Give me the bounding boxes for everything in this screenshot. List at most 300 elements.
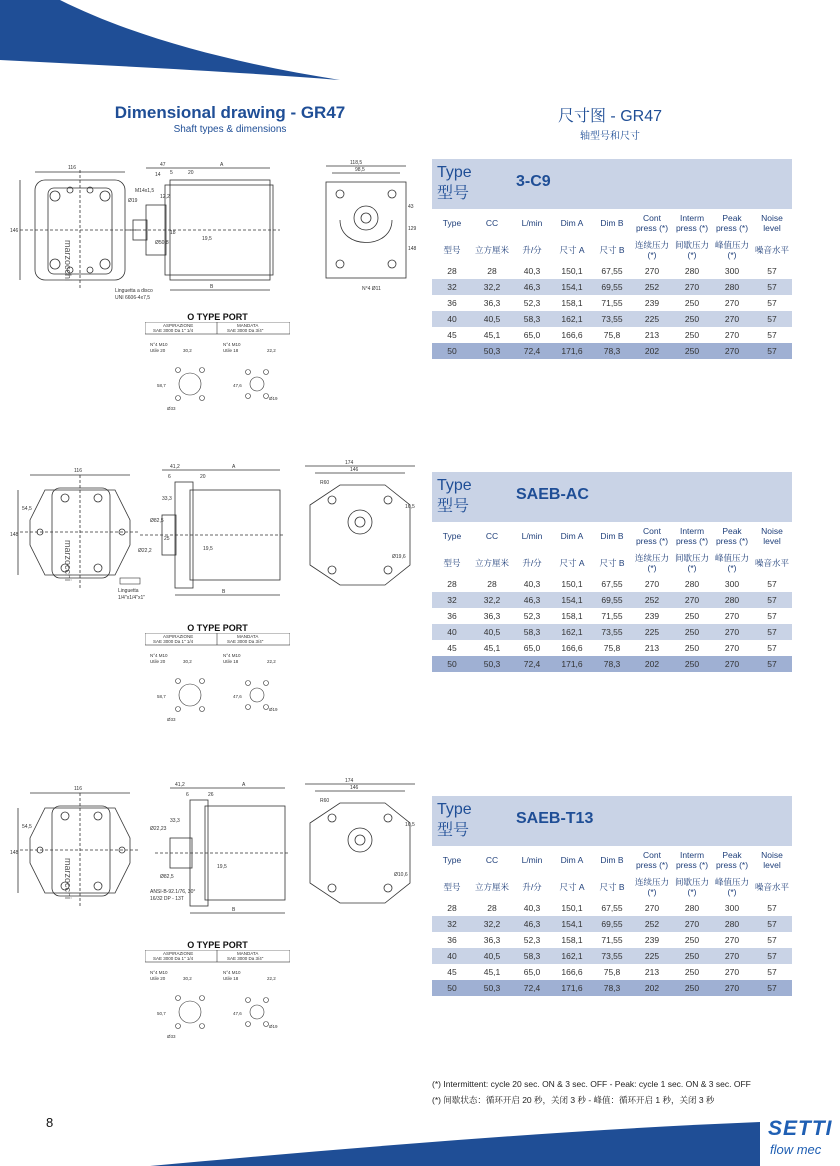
- table-cell: 45,1: [483, 967, 501, 977]
- table-cell: 67,55: [601, 903, 623, 913]
- table-cell: 75,8: [603, 330, 621, 340]
- table-cell: 36,3: [483, 935, 501, 945]
- spec-table: [432, 846, 792, 996]
- table-cell: 46,3: [512, 592, 552, 608]
- type-label: [437, 799, 472, 841]
- column-header: 尺寸 B: [592, 236, 632, 263]
- table-cell: 171,6: [552, 980, 592, 996]
- front-view: [18, 793, 140, 908]
- table-cell: 67,55: [601, 266, 623, 276]
- dim-front-side: 54,5: [22, 824, 32, 830]
- table-cell: 57: [767, 903, 777, 913]
- inlet-dim-1: 30,2: [183, 659, 192, 664]
- table-header-band: [432, 796, 792, 846]
- dim-front-height: 148: [10, 850, 19, 856]
- dim-side-d2: M14x1,5: [135, 188, 155, 194]
- dim-side-d2: Ø22,23: [150, 826, 167, 832]
- table-cell: 69,55: [592, 916, 632, 932]
- type-label-zh: 型号: [437, 822, 470, 839]
- inlet-screw-1: N°4 M10: [150, 653, 168, 658]
- outlet-screw-2: Utile 18: [223, 976, 239, 981]
- table-cell: 250: [672, 980, 712, 996]
- key-note-1: Linguetta: [118, 588, 139, 594]
- table-cell: 213: [644, 967, 660, 977]
- table-cell: 158,1: [561, 935, 583, 945]
- type-label: [437, 162, 472, 204]
- table-cell: 57: [767, 643, 777, 653]
- outlet-dim-1: 22,2: [267, 348, 276, 353]
- dim-side-top3: 26: [208, 792, 214, 798]
- table-cell: 280: [684, 903, 700, 913]
- front-view: [20, 170, 140, 290]
- inlet-dia: Ø33: [167, 717, 176, 722]
- column-header: CC: [472, 522, 512, 549]
- dim-side-d3: 12,2: [160, 194, 170, 200]
- table-row: [432, 932, 792, 948]
- column-header: Interm press (*): [672, 209, 712, 236]
- table-cell: 270: [644, 579, 660, 589]
- column-header: 立方厘米: [472, 236, 512, 263]
- header-row-zh: [432, 873, 792, 900]
- rear-view: [326, 166, 406, 278]
- column-header: CC: [472, 846, 512, 873]
- table-cell: 154,1: [552, 279, 592, 295]
- column-header: Cont press (*): [632, 846, 672, 873]
- table-cell: 69,55: [592, 592, 632, 608]
- page-number: 8: [46, 1115, 54, 1130]
- table-cell: 270: [712, 980, 752, 996]
- column-header: Dim A: [552, 846, 592, 873]
- dim-rear-h1: 16,5: [405, 822, 415, 828]
- column-header: 尺寸 A: [552, 236, 592, 263]
- table-cell: 270: [724, 298, 740, 308]
- dim-side-d6: 18: [170, 230, 176, 236]
- dim-rear-w1: 174: [345, 778, 354, 784]
- port-saeb-t13: [145, 940, 290, 1050]
- table-cell: 57: [752, 592, 792, 608]
- column-header: Dim A: [552, 209, 592, 236]
- spec-table-3-c9: [432, 159, 792, 359]
- dim-front-width: 116: [74, 468, 82, 474]
- table-row: [432, 964, 792, 980]
- table-cell: 57: [767, 579, 777, 589]
- column-header: 间歇压力 (*): [672, 873, 712, 900]
- table-cell: 252: [632, 916, 672, 932]
- table-cell: 213: [644, 330, 660, 340]
- table-cell: 36: [447, 298, 457, 308]
- table-header-band: [432, 159, 792, 209]
- table-row: [432, 608, 792, 624]
- table-cell: 57: [752, 916, 792, 932]
- dim-side-d2: Ø22,2: [138, 548, 152, 554]
- table-cell: 250: [672, 624, 712, 640]
- column-header: Peak press (*): [712, 846, 752, 873]
- table-cell: 40,3: [523, 903, 541, 913]
- table-cell: 202: [632, 656, 672, 672]
- table-cell: 73,55: [592, 624, 632, 640]
- column-header: 型号: [432, 236, 472, 263]
- rear-hole-note: N°4 Ø11: [362, 286, 381, 292]
- table-cell: 32,2: [472, 916, 512, 932]
- title-en-block: [110, 103, 350, 135]
- column-header: 尺寸 A: [552, 549, 592, 576]
- casting-logo: marzocchi: [63, 858, 73, 900]
- table-cell: 252: [632, 279, 672, 295]
- table-cell: 150,1: [561, 266, 583, 276]
- table-cell: 57: [752, 311, 792, 327]
- header-row-en: [432, 209, 792, 236]
- dim-rear-r: R60: [320, 480, 330, 486]
- dim-rear-r: R60: [320, 798, 330, 804]
- table-row: [432, 900, 792, 916]
- table-row: [432, 311, 792, 327]
- column-header: Noise level: [752, 522, 792, 549]
- table-cell: 58,3: [512, 624, 552, 640]
- spec-table-saeb-t13: [432, 796, 792, 996]
- key-note-2: UNI 6606-4x7,5: [115, 295, 151, 301]
- dim-side-5: 5: [170, 170, 173, 176]
- table-cell: 40,5: [472, 311, 512, 327]
- footnote-zh: (*) 间歇状态：循环开启 20 秒，关闭 3 秒 - 峰值：循环开启 1 秒，关闭 3 秒: [432, 1095, 715, 1105]
- table-cell: 32: [432, 916, 472, 932]
- table-cell: 45: [447, 967, 457, 977]
- table-cell: 57: [767, 330, 777, 340]
- column-header: Dim B: [592, 209, 632, 236]
- column-header: 升/分: [512, 549, 552, 576]
- table-cell: 32: [432, 592, 472, 608]
- table-cell: 250: [684, 330, 700, 340]
- table-cell: 28: [447, 579, 457, 589]
- column-header: 连续压力 (*): [632, 236, 672, 263]
- dim-side-d4: 25: [164, 536, 170, 542]
- table-cell: 239: [644, 935, 660, 945]
- table-row: [432, 295, 792, 311]
- column-header: 间歇压力 (*): [672, 549, 712, 576]
- table-cell: 58,3: [512, 311, 552, 327]
- table-cell: 28: [487, 903, 497, 913]
- type-label-zh: 型号: [437, 185, 470, 202]
- table-cell: 72,4: [512, 343, 552, 359]
- table-cell: 250: [672, 656, 712, 672]
- rear-hole-note: Ø10,6: [394, 872, 408, 878]
- table-cell: 158,1: [561, 298, 583, 308]
- model-name: SAEB-AC: [516, 486, 589, 503]
- table-cell: 50,3: [472, 343, 512, 359]
- table-cell: 225: [632, 948, 672, 964]
- header-row-en: [432, 522, 792, 549]
- table-cell: 250: [684, 935, 700, 945]
- table-cell: 40: [432, 948, 472, 964]
- table-cell: 162,1: [552, 624, 592, 640]
- table-cell: 65,0: [523, 643, 541, 653]
- dim-side-top2: 6: [168, 474, 171, 480]
- outlet-screw-1: N°4 M10: [223, 342, 241, 347]
- column-header: 噪音水平: [752, 236, 792, 263]
- column-header: 尺寸 B: [592, 873, 632, 900]
- drawing-saeb-t13: [10, 778, 420, 928]
- table-cell: 57: [752, 948, 792, 964]
- table-cell: 270: [672, 592, 712, 608]
- table-cell: 57: [752, 980, 792, 996]
- table-cell: 36,3: [483, 611, 501, 621]
- table-cell: 57: [752, 343, 792, 359]
- table-cell: 250: [684, 298, 700, 308]
- table-cell: 270: [724, 330, 740, 340]
- outlet-sub: SAE 3000 Da 3/4": [227, 639, 264, 644]
- page-title-zh: 尺寸图 - GR47: [557, 108, 663, 125]
- table-cell: 171,6: [552, 343, 592, 359]
- table-cell: 252: [632, 592, 672, 608]
- column-header: 型号: [432, 549, 472, 576]
- dim-side-a: A: [242, 782, 246, 788]
- table-cell: 270: [724, 643, 740, 653]
- dim-rear-w1: 118,5: [350, 160, 363, 166]
- table-cell: 57: [752, 279, 792, 295]
- inlet-screw-2: Utile 20: [150, 348, 166, 353]
- table-cell: 239: [644, 611, 660, 621]
- table-cell: 71,55: [601, 611, 623, 621]
- table-cell: 40,5: [472, 948, 512, 964]
- table-cell: 250: [672, 343, 712, 359]
- table-cell: 270: [724, 611, 740, 621]
- table-cell: 202: [632, 343, 672, 359]
- outlet-sub: SAE 3000 Da 3/4": [227, 328, 264, 333]
- table-cell: 50: [432, 980, 472, 996]
- outlet-dim-2: 47,6: [233, 694, 242, 699]
- column-header: 尺寸 A: [552, 873, 592, 900]
- table-cell: 28: [487, 579, 497, 589]
- column-header: Interm press (*): [672, 522, 712, 549]
- column-header: 连续压力 (*): [632, 549, 672, 576]
- dim-side-d3: Ø82,5: [160, 874, 174, 880]
- outlet-screw-1: N°4 M10: [223, 653, 241, 658]
- brand-logo: [768, 1117, 840, 1161]
- dim-front-height: 146: [10, 228, 19, 234]
- type-label-en: Type: [437, 801, 472, 818]
- column-header: Noise level: [752, 209, 792, 236]
- page-subtitle-zh: 轴型号和尺寸: [580, 131, 640, 142]
- outlet-head: MANDATA: [237, 634, 259, 639]
- table-cell: 69,55: [592, 279, 632, 295]
- column-header: 峰值压力 (*): [712, 236, 752, 263]
- brand-logo-text: SETTI: [768, 1117, 833, 1140]
- table-cell: 300: [724, 579, 740, 589]
- type-label-en: Type: [437, 164, 472, 181]
- brand-tagline: flow mec: [770, 1142, 822, 1157]
- table-cell: 202: [632, 980, 672, 996]
- header-swoosh: [0, 0, 340, 82]
- column-header: Peak press (*): [712, 522, 752, 549]
- outlet-dia: Ø19: [269, 707, 278, 712]
- table-cell: 225: [632, 311, 672, 327]
- table-cell: 166,6: [561, 643, 583, 653]
- dim-front-side: 54,5: [22, 506, 32, 512]
- table-cell: 162,1: [552, 311, 592, 327]
- table-cell: 78,3: [592, 343, 632, 359]
- outlet-sub: SAE 3000 Da 3/4": [227, 956, 264, 961]
- page-title: Dimensional drawing - GR47: [114, 103, 346, 122]
- table-cell: 225: [632, 624, 672, 640]
- table-cell: 28: [447, 266, 457, 276]
- dim-side-top3: 20: [200, 474, 206, 480]
- table-row: [432, 327, 792, 343]
- dim-side-d4: Ø50,8: [155, 240, 169, 246]
- table-cell: 57: [767, 967, 777, 977]
- column-header: Type: [432, 846, 472, 873]
- table-cell: 72,4: [512, 656, 552, 672]
- inlet-head: ASPIRAZIONE: [163, 951, 194, 956]
- table-cell: 270: [712, 343, 752, 359]
- dim-side-d3: Ø82,5: [150, 518, 164, 524]
- table-cell: 150,1: [561, 903, 583, 913]
- table-cell: 250: [672, 948, 712, 964]
- table-cell: 250: [672, 311, 712, 327]
- table-row: [432, 279, 792, 295]
- table-cell: 40: [432, 311, 472, 327]
- table-cell: 73,55: [592, 311, 632, 327]
- column-header: Peak press (*): [712, 209, 752, 236]
- side-view: [128, 168, 280, 290]
- port-title: O TYPE PORT: [187, 312, 248, 322]
- column-header: Dim B: [592, 846, 632, 873]
- table-cell: 57: [752, 656, 792, 672]
- casting-logo: marzocchi: [63, 240, 73, 282]
- column-header: 型号: [432, 873, 472, 900]
- table-header-band: [432, 472, 792, 522]
- table-cell: 40,3: [523, 579, 541, 589]
- header-row-en: [432, 846, 792, 873]
- key-note-2: 1/4"x1/4"x1": [118, 595, 146, 601]
- dim-side-14: 14: [155, 172, 161, 178]
- table-cell: 270: [724, 967, 740, 977]
- table-cell: 45,1: [483, 643, 501, 653]
- table-cell: 166,6: [561, 330, 583, 340]
- column-header: 升/分: [512, 873, 552, 900]
- port-title: O TYPE PORT: [187, 623, 248, 633]
- dim-rear-h2: 129: [408, 226, 417, 232]
- inlet-head: ASPIRAZIONE: [163, 323, 194, 328]
- inlet-dia: Ø33: [167, 406, 176, 411]
- table-row: [432, 263, 792, 279]
- dim-front-width: 116: [68, 165, 76, 171]
- inlet-dim-2: 58,7: [157, 694, 166, 699]
- table-cell: 65,0: [523, 330, 541, 340]
- inlet-sub: SAE 3000 Da 1" 1/4: [153, 328, 194, 333]
- table-cell: 78,3: [592, 656, 632, 672]
- table-cell: 239: [644, 298, 660, 308]
- outlet-dia: Ø19: [269, 1024, 278, 1029]
- outlet-head: MANDATA: [237, 323, 259, 328]
- dim-side-b: B: [210, 284, 214, 290]
- port-saeb-ac: [145, 623, 290, 733]
- column-header: 连续压力 (*): [632, 873, 672, 900]
- table-cell: 280: [684, 266, 700, 276]
- dim-side-d5: 19,5: [202, 236, 212, 242]
- table-cell: 270: [644, 903, 660, 913]
- table-row: [432, 624, 792, 640]
- dim-side-b: B: [222, 589, 226, 595]
- table-cell: 71,55: [601, 935, 623, 945]
- column-header: 升/分: [512, 236, 552, 263]
- drawing-saeb-ac: [10, 460, 420, 610]
- dim-rear-h3: 148: [408, 246, 417, 252]
- dim-side-b: B: [232, 907, 236, 913]
- column-header: 间歇压力 (*): [672, 236, 712, 263]
- page-subtitle: Shaft types & dimensions: [173, 124, 287, 135]
- outlet-dim-1: 22,2: [267, 659, 276, 664]
- table-cell: 270: [712, 311, 752, 327]
- header-row-zh: [432, 549, 792, 576]
- column-header: 立方厘米: [472, 549, 512, 576]
- outlet-dim-2: 47,6: [233, 1011, 242, 1016]
- type-label-en: Type: [437, 477, 472, 494]
- table-cell: 250: [684, 611, 700, 621]
- table-row: [432, 640, 792, 656]
- model-name: 3-C9: [516, 173, 551, 190]
- table-row: [432, 656, 792, 672]
- table-row: [432, 592, 792, 608]
- port-3-c9: [145, 312, 290, 422]
- front-view: [18, 475, 140, 590]
- table-cell: 57: [767, 935, 777, 945]
- column-header: CC: [472, 209, 512, 236]
- inlet-dim-1: 30,2: [183, 348, 192, 353]
- inlet-screw-1: N°4 M10: [150, 342, 168, 347]
- column-header: Noise level: [752, 846, 792, 873]
- column-header: L/min: [512, 846, 552, 873]
- dim-front-width: 116: [74, 786, 82, 792]
- column-header: Cont press (*): [632, 522, 672, 549]
- table-cell: 36: [447, 935, 457, 945]
- dim-side-47: 47: [160, 162, 166, 168]
- table-cell: 71,55: [601, 298, 623, 308]
- port-title: O TYPE PORT: [187, 940, 248, 950]
- table-cell: 36: [447, 611, 457, 621]
- table-cell: 40,5: [472, 624, 512, 640]
- table-cell: 78,3: [592, 980, 632, 996]
- side-view: [140, 470, 285, 595]
- dim-rear-h1: 43: [408, 204, 414, 210]
- table-cell: 73,55: [592, 948, 632, 964]
- outlet-screw-1: N°4 M10: [223, 970, 241, 975]
- table-cell: 50,3: [472, 980, 512, 996]
- table-cell: 154,1: [552, 916, 592, 932]
- table-cell: 65,0: [523, 967, 541, 977]
- dim-side-d1: 33,3: [162, 496, 172, 502]
- inlet-dim-2: 58,7: [157, 383, 166, 388]
- key-shape: [120, 578, 140, 584]
- column-header: 峰值压力 (*): [712, 873, 752, 900]
- table-cell: 32,2: [472, 592, 512, 608]
- column-header: Type: [432, 522, 472, 549]
- table-row: [432, 980, 792, 996]
- table-cell: 58,3: [512, 948, 552, 964]
- table-cell: 300: [724, 266, 740, 276]
- inlet-dim-2: 50,7: [157, 1011, 166, 1016]
- key-note-1: Linguetta a disco: [115, 288, 153, 294]
- column-header: Cont press (*): [632, 209, 672, 236]
- table-cell: 32: [432, 279, 472, 295]
- table-cell: 40: [432, 624, 472, 640]
- table-cell: 50: [432, 343, 472, 359]
- dim-rear-w1: 174: [345, 460, 354, 466]
- dim-side-20: 20: [188, 170, 194, 176]
- table-cell: 270: [712, 624, 752, 640]
- table-cell: 50,3: [472, 656, 512, 672]
- dim-side-a: A: [220, 162, 224, 168]
- table-cell: 280: [712, 279, 752, 295]
- outlet-dim-2: 47,6: [233, 383, 242, 388]
